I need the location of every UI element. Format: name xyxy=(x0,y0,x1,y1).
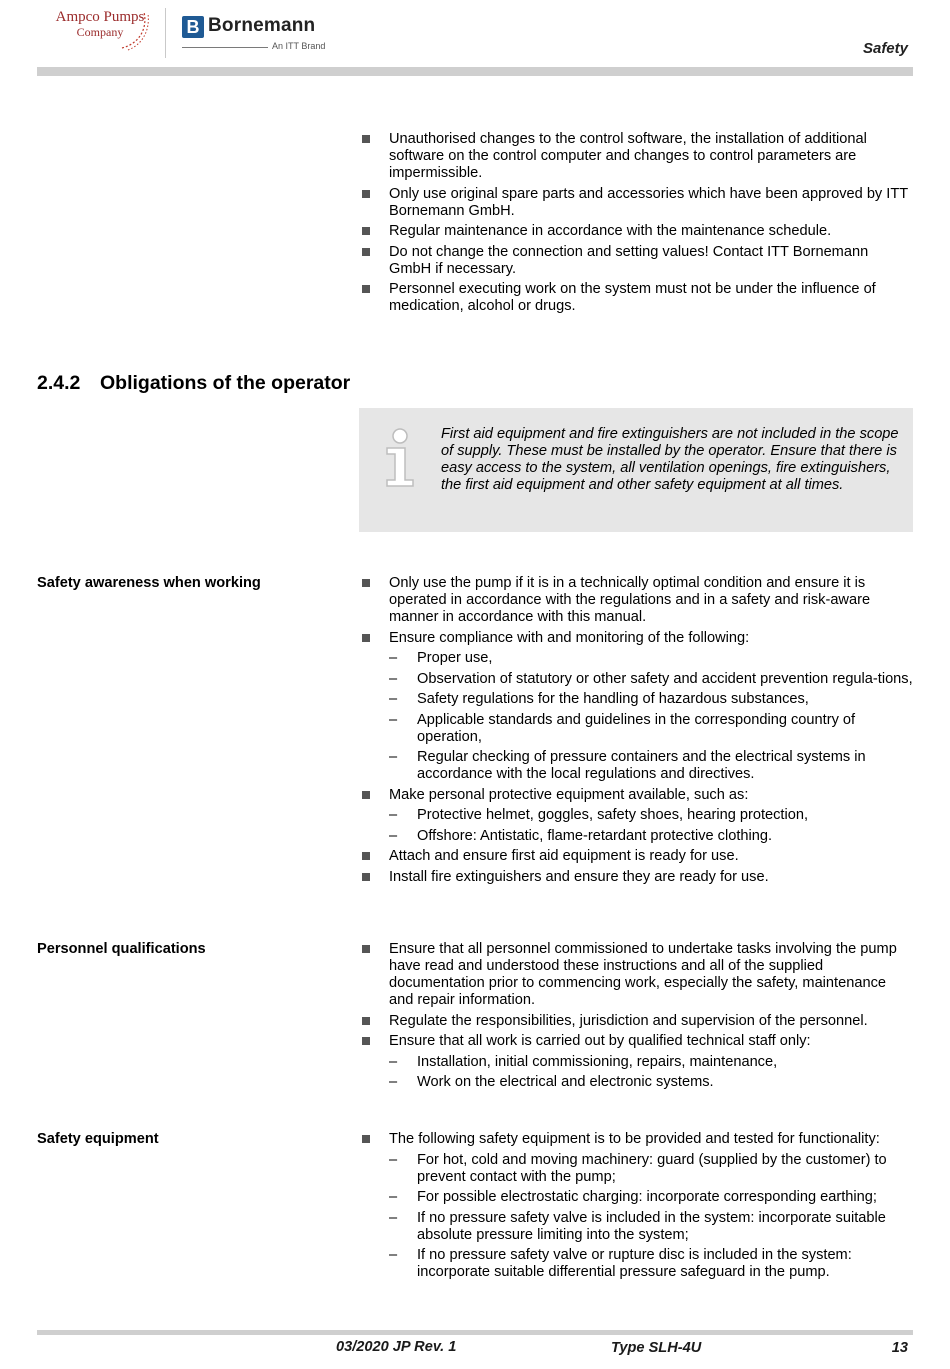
list-item: Regulate the responsibilities, jurisdiction and supervision of the personnel. xyxy=(360,1013,913,1030)
page-number: 13 xyxy=(891,1340,908,1356)
list-subitem: – Work on the electrical and electronic systems. xyxy=(360,1074,913,1091)
info-note-text: First aid equipment and fire extinguishers are not included in the scope of supply. These must be installed by the operator. Ensure that there is easy access to the system, all ventilation openings, fire extinguishers, the first aid equipment and other safety equipment at all times. xyxy=(441,426,899,493)
personnel-qualifications-label: Personnel qualifications xyxy=(37,941,206,957)
list-item: The following safety equipment is to be provided and tested for functionality: xyxy=(360,1131,913,1148)
bornemann-logo-name: Bornemann xyxy=(208,15,316,36)
ampco-logo-line2: Company xyxy=(76,24,124,39)
list-item: Regular maintenance in accordance with the maintenance schedule. xyxy=(360,223,913,240)
personnel-qualifications-list xyxy=(360,941,913,1095)
list-subitem: – Installation, initial commissioning, repairs, maintenance, xyxy=(360,1054,913,1071)
list-subitem: – For hot, cold and moving machinery: guard (supplied by the customer) to prevent contact with the pump; xyxy=(360,1152,913,1186)
list-subitem: – Regular checking of pressure containers and the electrical systems in accordance with the local regulations and directives. xyxy=(360,749,913,783)
list-subitem: – Proper use, xyxy=(360,650,913,667)
safety-awareness-list xyxy=(360,575,913,889)
bornemann-logo-mark: B xyxy=(182,16,204,38)
list-item: Make personal protective equipment available, such as: xyxy=(360,787,913,804)
safety-awareness-label: Safety awareness when working xyxy=(37,575,261,591)
list-item: Do not change the connection and setting values! Contact ITT Bornemann GmbH if necessary. xyxy=(360,244,913,278)
footer-rule xyxy=(37,1330,913,1335)
safety-equipment-list xyxy=(360,1131,913,1285)
section-title: Obligations of the operator xyxy=(100,372,351,394)
section-heading xyxy=(37,372,350,395)
header-section-title: Safety xyxy=(862,40,908,57)
list-subitem: – If no pressure safety valve is included in the system: incorporate suitable absolute pressure limiting into the system; xyxy=(360,1210,913,1244)
list-item: Install fire extinguishers and ensure they are ready for use. xyxy=(360,869,913,886)
bornemann-logo-tagline: An ITT Brand xyxy=(272,41,326,51)
info-icon xyxy=(383,428,417,488)
list-item: Only use original spare parts and accessories which have been approved by ITT Bornemann GmbH. xyxy=(360,186,913,220)
footer-product-type: Type SLH-4U xyxy=(611,1340,702,1356)
list-item: Ensure that all work is carried out by qualified technical staff only: xyxy=(360,1033,913,1050)
section-number: 2.4.2 xyxy=(37,372,81,394)
list-item: Only use the pump if it is in a technically optimal condition and ensure it is operated in accordance with the regulations and in a safety and risk-aware manner in accordance with this manual. xyxy=(360,575,913,626)
list-item: Ensure that all personnel commissioned to undertake tasks involving the pump have read and understood these instructions and all of the supplied documentation prior to commencing work, especially the safety, maintenance and repair information. xyxy=(360,941,913,1009)
list-item: Personnel executing work on the system must not be under the influence of medication, alcohol or drugs. xyxy=(360,281,913,315)
list-subitem: – For possible electrostatic charging: incorporate corresponding earthing; xyxy=(360,1189,913,1206)
footer-revision-date: 03/2020 JP Rev. 1 xyxy=(336,1339,457,1355)
ampco-logo-line1: Ampco Pumps xyxy=(55,9,145,25)
logo-divider xyxy=(165,8,166,58)
list-subitem: – Offshore: Antistatic, flame-retardant protective clothing. xyxy=(360,828,913,845)
list-subitem: – If no pressure safety valve or rupture disc is included in the system: incorporate suitable differential pressure safeguard in the pump. xyxy=(360,1247,913,1281)
list-subitem: – Observation of statutory or other safety and accident prevention regula-tions, xyxy=(360,671,913,688)
bornemann-logo-rule xyxy=(182,47,268,48)
list-item: Attach and ensure first aid equipment is ready for use. xyxy=(360,848,913,865)
intro-list xyxy=(360,131,913,319)
list-subitem: – Applicable standards and guidelines in the corresponding country of operation, xyxy=(360,712,913,746)
safety-equipment-label: Safety equipment xyxy=(37,1131,159,1147)
list-item: Ensure compliance with and monitoring of the following: xyxy=(360,630,913,647)
ampco-swirl-icon xyxy=(118,8,152,52)
list-subitem: – Safety regulations for the handling of hazardous substances, xyxy=(360,691,913,708)
list-item: Unauthorised changes to the control software, the installation of additional software on the control computer and changes to control parameters are impermissible. xyxy=(360,131,913,182)
list-subitem: – Protective helmet, goggles, safety shoes, hearing protection, xyxy=(360,807,913,824)
header-rule xyxy=(37,67,913,76)
